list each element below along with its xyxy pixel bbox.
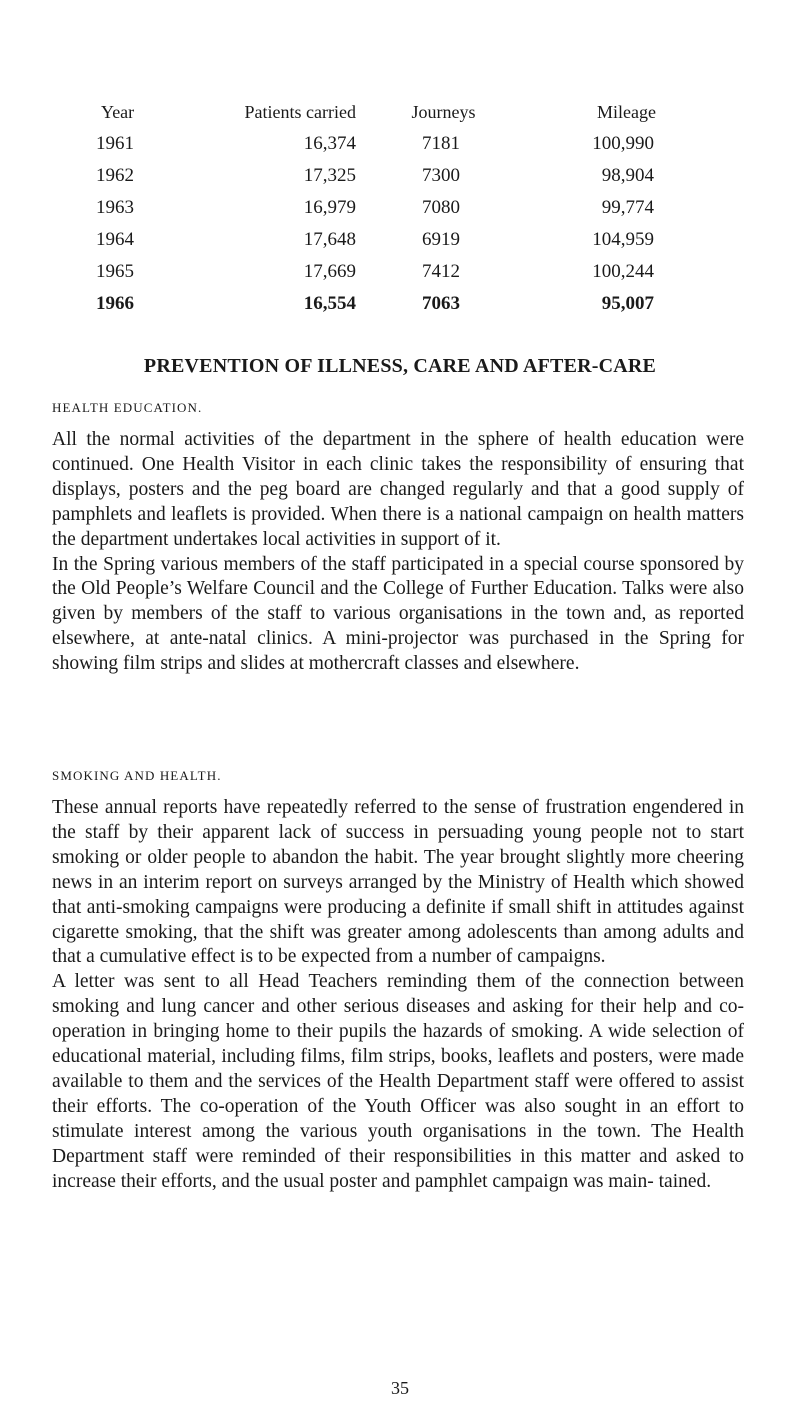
table-row [96, 164, 656, 196]
cell-patients: 16,979 [303, 197, 356, 218]
paragraph: In the Spring various members of the staff participated in a special course sponsored by the Old People’s Welfare Council and the College of Further Education. Talks were also given by members of the staff to various organisations in the town and, as reported elsewhere, at ante-natal clinics. A mini-projector was purchased in the Spring for showing film strips and slides at mothercraft classes and elsewhere. [52, 553, 744, 675]
cell-journeys: 7412 [422, 261, 460, 282]
section-body-health-education [52, 428, 744, 677]
table-row [96, 260, 656, 292]
main-heading: PREVENTION OF ILLNESS, CARE AND AFTER-CARE [143, 355, 657, 377]
table-header-row [96, 100, 656, 132]
cell-year: 1966 [96, 293, 134, 314]
paragraph: All the normal activities of the department in the sphere of health education were continued. One Health Visitor in each clinic takes the responsibility of ensuring that displays, posters and the peg board are changed regularly and that a good supply of pamphlets and leaflets is provided. When there is a national campaign on health matters the department undertakes local activities in support of it. [52, 429, 744, 550]
cell-mileage: 100,244 [592, 261, 654, 282]
cell-mileage: 100,990 [592, 133, 654, 154]
cell-journeys: 7063 [422, 293, 460, 314]
cell-patients: 16,374 [303, 133, 356, 154]
cell-mileage: 99,774 [601, 197, 654, 218]
paragraph: These annual reports have repeatedly referred to the sense of frustration engendered in the staff by their apparent lack of success in persuading young people not to start smoking or older people to abandon the habit. The year brought slightly more cheering news in an interim report on surveys arranged by the Ministry of Health which showed that anti-smoking campaigns were producing a definite if small shift in attitudes against cigarette smoking, that the shift was greater among adolescents than among adults and that a cumulative effect is to be expected from a number of campaigns. [52, 797, 744, 968]
cell-mileage: 95,007 [601, 293, 654, 314]
header-year: Year [101, 102, 135, 122]
header-mileage: Mileage [597, 102, 656, 122]
cell-patients: 17,648 [303, 229, 356, 250]
section-body-smoking-and-health [52, 796, 744, 1195]
cell-journeys: 7181 [422, 133, 460, 154]
cell-year: 1965 [96, 261, 134, 282]
cell-patients: 16,554 [303, 293, 356, 314]
page-number: 35 [391, 1378, 409, 1398]
cell-year: 1961 [96, 133, 134, 154]
cell-journeys: 7300 [422, 165, 460, 186]
cell-mileage: 98,904 [601, 165, 654, 186]
table-row [96, 132, 656, 164]
cell-mileage: 104,959 [592, 229, 654, 250]
cell-year: 1962 [96, 165, 134, 186]
header-patients: Patients carried [244, 102, 356, 122]
table-row [96, 228, 656, 260]
paragraph: A letter was sent to all Head Teachers reminding them of the connection between smoking and lung cancer and other serious diseases and asking for their help and co-operation in bringing home to their pupils the hazards of smoking. A wide selection of educational material, including films, film strips, books, leaflets and posters, were made available to them and the services of the Health Department staff were offered to assist their efforts. The co-operation of the Youth Officer was also sought in an effort to stimulate interest among the various youth organisations in the town. The Health Department staff were reminded of their responsibilities in this matter and asked to increase their efforts, and the usual poster and pamphlet campaign was main- tained. [52, 971, 744, 1192]
cell-patients: 17,669 [303, 261, 356, 282]
cell-year: 1963 [96, 197, 134, 218]
header-journeys: Journeys [411, 102, 476, 122]
section-heading-smoking-and-health: SMOKING AND HEALTH. [52, 768, 222, 783]
cell-journeys: 6919 [422, 229, 460, 250]
section-heading-health-education: HEALTH EDUCATION. [52, 400, 203, 415]
cell-journeys: 7080 [422, 197, 460, 218]
table-row [96, 292, 656, 324]
ambulance-statistics-table [96, 100, 656, 324]
cell-patients: 17,325 [303, 165, 356, 186]
cell-year: 1964 [96, 229, 134, 250]
table-row [96, 196, 656, 228]
